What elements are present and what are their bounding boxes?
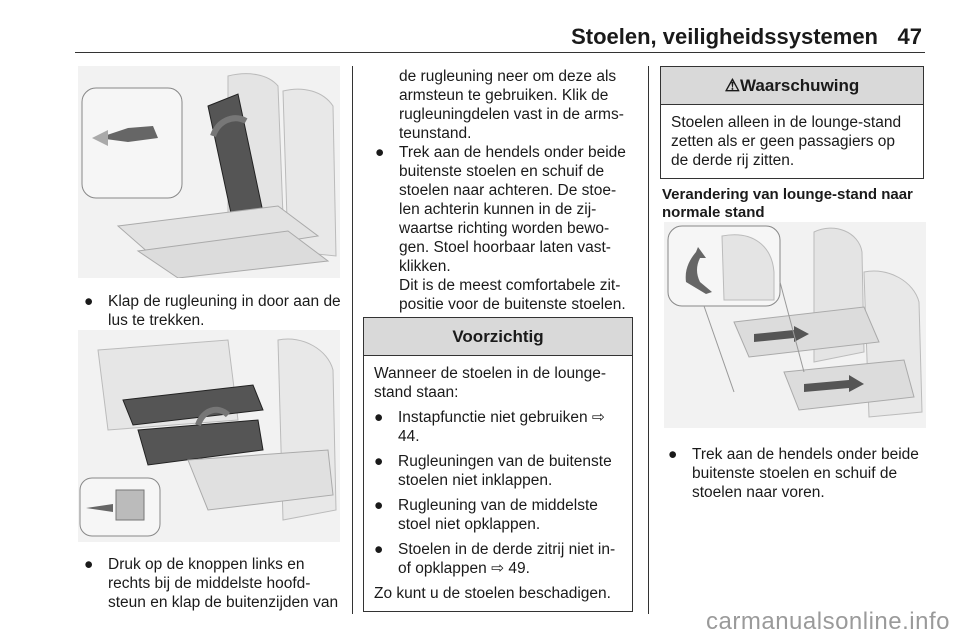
illustration-fold-backrest xyxy=(78,66,340,278)
bullet-dot: ● xyxy=(668,446,678,463)
page-number: 47 xyxy=(897,24,922,49)
seats-forward-drawing xyxy=(664,222,926,428)
bullet-dot: ● xyxy=(375,144,385,161)
section-subheading: Verandering van lounge-stand naar normale stand xyxy=(662,186,913,221)
illustration-armrest xyxy=(78,330,340,542)
warning-body: Stoelen alleen in de lounge-stand zetten als er geen passagiers op de derde rij zitten. xyxy=(671,114,902,169)
column-divider-2 xyxy=(648,66,649,614)
caution-intro: Wanneer de stoelen in de lounge- stand staan: xyxy=(374,365,607,401)
warning-title: Waarschuwing xyxy=(739,76,860,95)
page-header-title: Stoelen, veiligheidssystemen xyxy=(571,24,878,49)
bullet-pull-levers-forward xyxy=(668,445,930,502)
watermark: carmanualsonline.info xyxy=(706,608,950,635)
caution-item: ● Rugleuningen van de buitenste stoelen niet inklappen. xyxy=(374,453,612,489)
caution-box xyxy=(363,317,633,612)
caution-title: Voorzichtig xyxy=(364,318,632,356)
armrest-drawing xyxy=(78,330,340,542)
caution-item: ● Stoelen in de derde zitrij niet in- of opklappen ⇨ 49. xyxy=(374,541,616,577)
bullet-text: Druk op de knoppen links en rechts bij de middelste hoofd- steun en klap de buitenzijden van xyxy=(108,556,339,611)
fold-backrest-drawing xyxy=(78,66,340,278)
caution-item: ● Instapfunctie niet gebruiken ⇨ 44. xyxy=(374,409,605,445)
caution-body xyxy=(364,356,632,611)
paragraph-armrest-continued: de rugleuning neer om deze als armsteun te gebruiken. Klik de rugleuningdelen vast in de arms- teunstand. xyxy=(399,68,624,142)
warning-header xyxy=(661,67,923,105)
bullet-text: Klap de rugleuning in door aan de lus te trekken. xyxy=(108,293,341,329)
caution-outro: Zo kunt u de stoelen beschadigen. xyxy=(374,585,611,602)
bullet-press-buttons xyxy=(84,555,346,612)
paragraph-comfort: Dit is de meest comfortabele zit- positie voor de buitenste stoelen. xyxy=(399,277,626,313)
bullet-dot: ● xyxy=(84,556,94,573)
warning-box xyxy=(660,66,924,179)
illustration-seats-forward xyxy=(664,222,926,428)
bullet-text: Trek aan de hendels onder beide buitenste stoelen en schuif de stoelen naar achteren. De stoe- len achterin kunnen in de zij- waartse richting worden bewo- gen. Stoel hoorbaar laten vast- klikken. xyxy=(399,144,626,275)
warning-triangle-icon: ⚠ xyxy=(724,76,740,95)
caution-item: ● Rugleuning van de middelste stoel niet opklappen. xyxy=(374,497,598,533)
bullet-dot: ● xyxy=(84,293,94,310)
bullet-text: Trek aan de hendels onder beide buitenste stoelen en schuif de stoelen naar voren. xyxy=(692,446,919,501)
column-divider-1 xyxy=(352,66,353,614)
header-rule xyxy=(75,52,925,53)
bullet-fold-backrest xyxy=(84,292,346,330)
bullet-pull-levers-back xyxy=(375,143,639,276)
